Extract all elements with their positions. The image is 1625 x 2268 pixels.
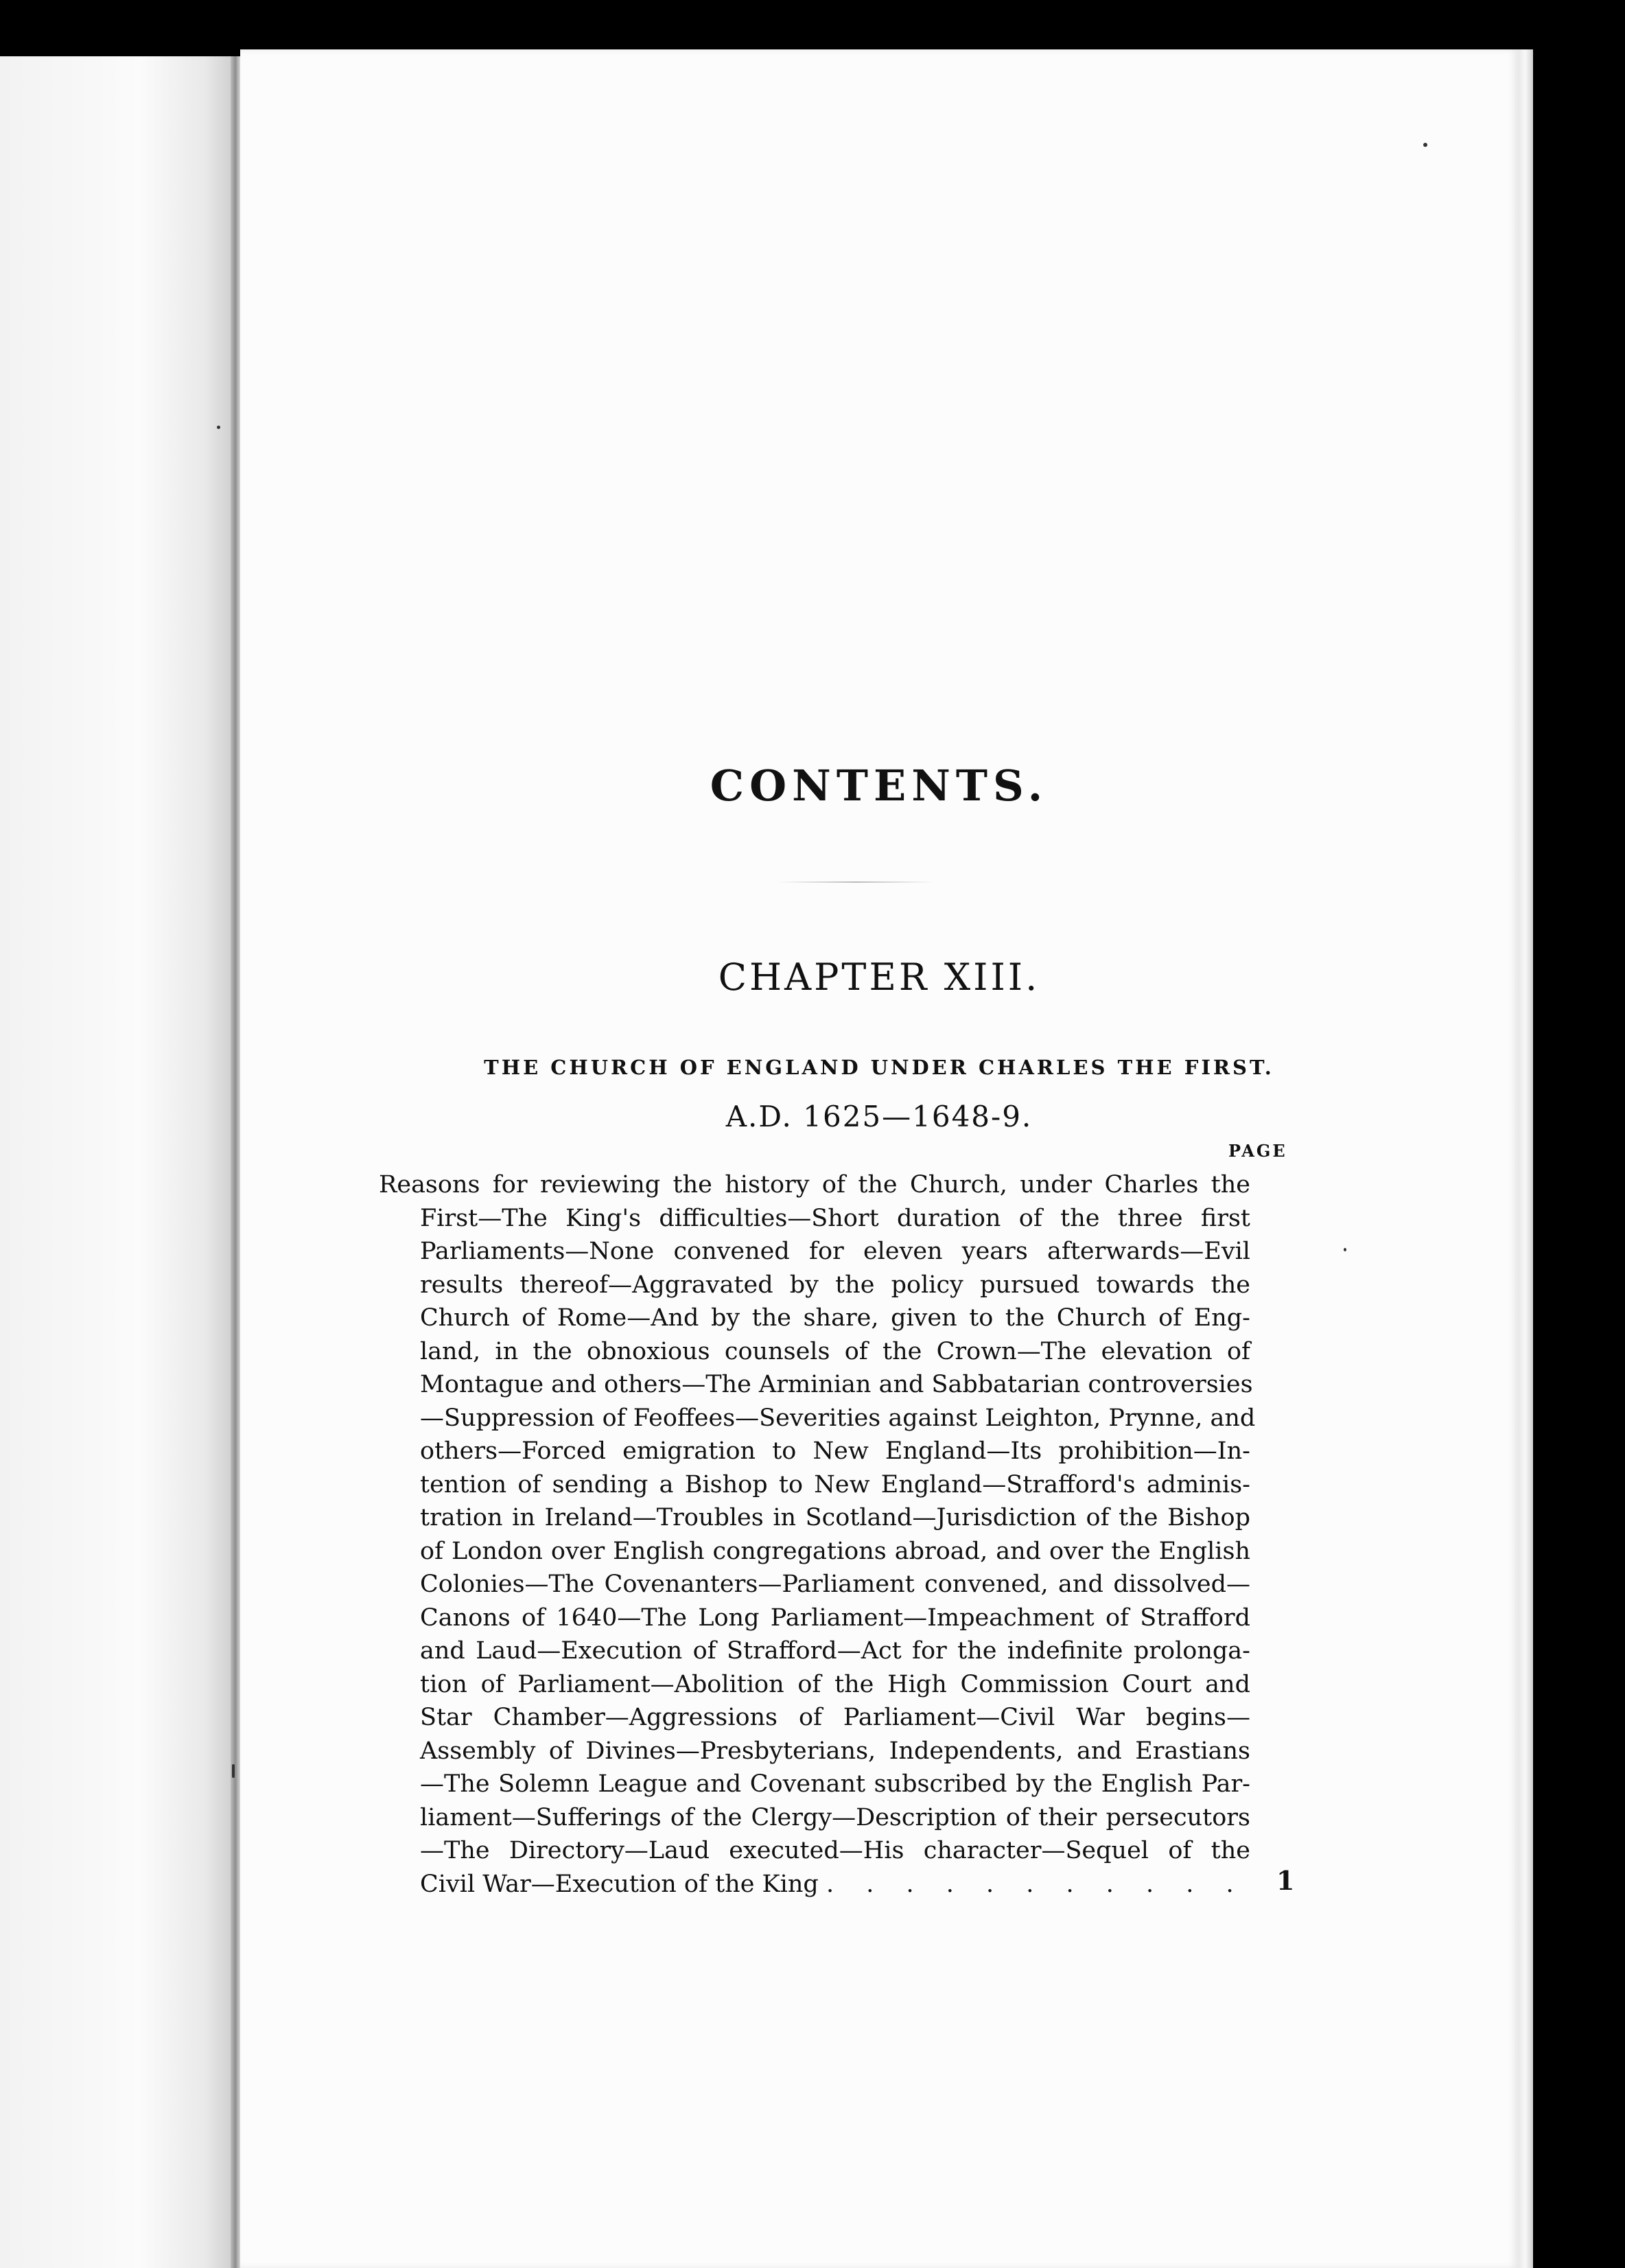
scan-speck: [232, 1764, 235, 1778]
summary-line: First—The King's difficulties—Short duration of the three first: [420, 1204, 1250, 1232]
chapter-dates: A.D. 1625—1648-9.: [725, 1100, 1033, 1133]
scan-speck: [1344, 1248, 1346, 1251]
chapter-subtitle: THE CHURCH OF ENGLAND UNDER CHARLES THE FIRST.: [484, 1056, 1274, 1079]
summary-line: Montague and others—The Arminian and Sabbatarian controversies: [420, 1371, 1253, 1398]
summary-line: —Suppression of Feoffees—Severities against Leighton, Prynne, and: [420, 1404, 1256, 1432]
leader-dots: . . . . . . . . . . .: [826, 1870, 1246, 1898]
summary-line: tration in Ireland—Troubles in Scotland—Jurisdiction of the Bishop: [420, 1504, 1250, 1531]
chapter-summary: [379, 1168, 1256, 1901]
summary-line: liament—Sufferings of the Clergy—Description of their persecutors: [420, 1803, 1250, 1831]
summary-line: others—Forced emigration to New England—Its prohibition—In-: [420, 1437, 1250, 1465]
decorative-rule: [777, 881, 935, 883]
summary-line: Parliaments—None convened for eleven years afterwards—Evil: [420, 1238, 1250, 1265]
summary-line: Star Chamber—Aggressions of Parliament—Civil War begins—: [420, 1704, 1250, 1731]
summary-line: Civil War—Execution of the King: [420, 1870, 819, 1898]
summary-line: Church of Rome—And by the share, given to the Church of Eng-: [420, 1304, 1250, 1332]
summary-line: tion of Parliament—Abolition of the High Commission Court and: [420, 1670, 1250, 1698]
summary-line: results thereof—Aggravated by the policy pursued towards the: [420, 1271, 1250, 1299]
scan-speck: [217, 426, 220, 429]
summary-line: of London over English congregations abroad, and over the English: [420, 1537, 1250, 1565]
summary-last-line: [420, 1868, 1250, 1901]
right-page-edge: [1518, 49, 1533, 2268]
summary-line: —The Solemn League and Covenant subscribed by the English Par-: [420, 1770, 1250, 1798]
summary-line: Canons of 1640—The Long Parliament—Impeachment of Strafford: [420, 1604, 1250, 1632]
contents-title: CONTENTS.: [710, 761, 1049, 811]
summary-line: Colonies—The Covenanters—Parliament convened, and dissolved—: [420, 1571, 1250, 1598]
summary-line: —The Directory—Laud executed—His character—Sequel of the: [420, 1837, 1250, 1864]
page-number: 1: [1276, 1865, 1295, 1896]
summary-line: and Laud—Execution of Strafford—Act for the indefinite prolonga-: [420, 1637, 1250, 1665]
contents-page: [240, 49, 1518, 2268]
page-column-header: PAGE: [1228, 1141, 1287, 1161]
chapter-heading: CHAPTER XIII.: [718, 956, 1040, 999]
binding-gutter: [231, 56, 240, 2268]
scan-speck: [1423, 143, 1427, 147]
left-page-edge: [0, 56, 233, 2268]
summary-line: Assembly of Divines—Presbyterians, Independents, and Erastians: [420, 1737, 1250, 1765]
summary-line: Reasons for reviewing the history of the Church, under Charles the: [379, 1171, 1250, 1199]
summary-line: tention of sending a Bishop to New England—Strafford's adminis-: [420, 1470, 1250, 1498]
summary-line: land, in the obnoxious counsels of the Crown—The elevation of: [420, 1337, 1250, 1365]
